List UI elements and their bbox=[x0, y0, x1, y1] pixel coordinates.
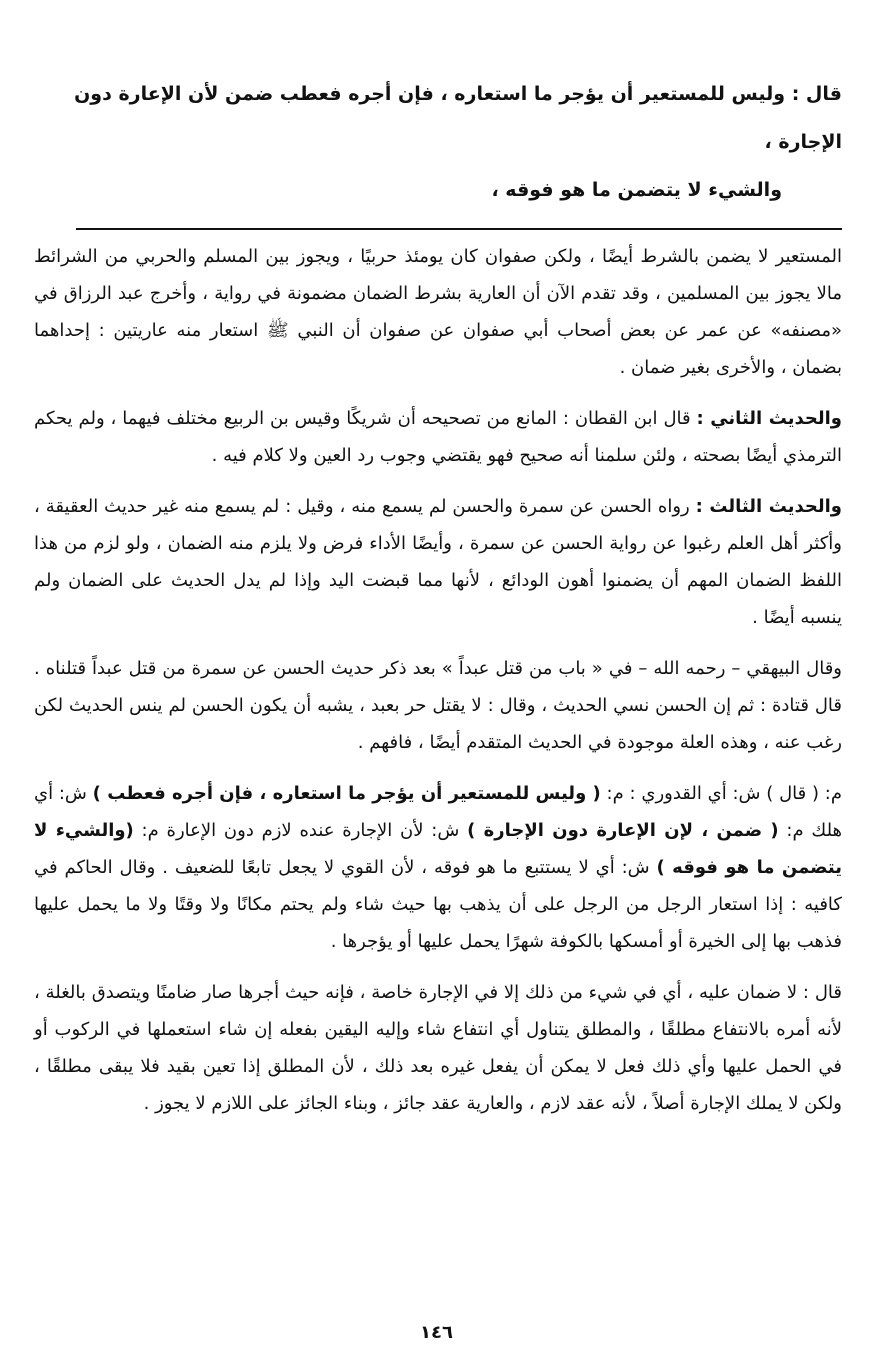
paragraph-text: ش: لأن الإجارة عنده لازم دون الإعارة م: bbox=[133, 820, 468, 841]
commentary-paragraph-5 bbox=[34, 775, 842, 960]
commentary-paragraph-6: قال : لا ضمان عليه ، أي في شيء من ذلك إلا في الإجارة خاصة ، فإنه حيث أجرها صار ضامنًا ويتصدق بالغلة ، لأنه أمره بالانتفاع مطلقًا ، والمطلق يتناول أي انتفاع شاء وإليه اليقين بفعله إن شاء استعملها في الركوب أو في الحمل عليها وأي ذلك فعل لا يمكن أن يفعل غيره بعد ذلك ، لأن المطلق إذا تعين بقيد فلا يبقى مطلقًا ، ولكن لا يملك الإجارة أصلاً ، لأنه عقد لازم ، والعارية عقد جائز ، وبناء الجائز على اللازم لا يجوز . bbox=[34, 982, 842, 1114]
separator-rule bbox=[76, 228, 842, 230]
paragraph-text: قال ابن القطان : المانع من تصحيحه أن شريكًا وقيس بن الربيع مختلف فيهما ، ولم يحكم الترمذي أيضًا بصحته ، ولئن سلمنا أنه صحيح فهو يقتضي وجوب رد العين ولا كلام فيه . bbox=[34, 408, 842, 466]
page-body bbox=[34, 70, 842, 1122]
paragraph-text: رواه الحسن عن سمرة والحسن لم يسمع منه ، وقيل : لم يسمع منه غير حديث العقيقة ، وأكثر أهل العلم رغبوا عن رواية الحسن عن سمرة ، وأيضًا الأداء فرض ولا يلزم منه الضمان ، ولو لزم من هذا اللفظ الضمان المهم أن يضمنوا أهون الودائع ، لأنها مما قبضت اليد وإذا لم يدل الحديث على الضمان ولم ينسبه أيضًا . bbox=[34, 496, 842, 628]
quoted-matn: (والشيء لا يتضمن ما هو فوقه ) bbox=[34, 820, 843, 878]
paragraph-lead: والحديث الثاني : bbox=[696, 408, 842, 429]
commentary-block bbox=[34, 238, 842, 1122]
commentary-paragraph-1: المستعير لا يضمن بالشرط أيضًا ، ولكن صفوان كان يومئذ حربيًا ، ويجوز بين المسلم والحربي من الشرائط مالا يجوز بين المسلمين ، وقد تقدم الآن أن العارية بشرط الضمان مضمونة في رواية ، وأخرج عبد الرزاق في «مصنفه» عن عمر عن بعض أصحاب أبي صفوان عن صفوان أن النبي ﷺ استعار منه عاريتين : إحداهما بضمان ، والأخرى بغير ضمان . bbox=[34, 246, 842, 378]
paragraph-text: ش: أي لا يستتبع ما هو فوقه ، لأن القوي لا يجعل تابعًا للضعيف . وقال الحاكم في كافيه : إذا استعار الرجل من الرجل على أن يذهب بها حيث شاء ولم يحتم مكانًا ولا وقتًا ولا ما يحمل عليها فذهب بها إلى الخيرة أو أمسكها بالكوفة شهرًا يحمل عليها أو يؤجرها . bbox=[34, 857, 842, 952]
quoted-matn: ( وليس للمستعير أن يؤجر ما استعاره ، فإن أجره فعطب ) bbox=[92, 783, 601, 804]
quoted-matn: ( ضمن ، لإن الإعارة دون الإجارة ) bbox=[467, 820, 779, 841]
paragraph-lead: والحديث الثالث : bbox=[695, 496, 842, 517]
matn-block bbox=[34, 70, 842, 214]
paragraph-text: م: ( قال ) ش: أي القدوري : م: bbox=[600, 783, 842, 804]
commentary-paragraph-3 bbox=[34, 488, 842, 636]
commentary-paragraph-2 bbox=[34, 400, 842, 474]
matn-line-1: قال : وليس للمستعير أن يؤجر ما استعاره ، فإن أجره فعطب ضمن لأن الإعارة دون الإجارة ، bbox=[74, 83, 842, 153]
matn-line-2: والشيء لا يتضمن ما هو فوقه ، bbox=[491, 179, 782, 201]
paragraph-text: ش: أي هلك م: bbox=[34, 783, 843, 841]
page-number: ١٤٦ bbox=[420, 1322, 453, 1343]
commentary-paragraph-4: وقال البيهقي – رحمه الله – في « باب من قتل عبداً » بعد ذكر حديث الحسن عن سمرة من قتل عبداً قتلناه . قال قتادة : ثم إن الحسن نسي الحديث ، وقال : لا يقتل حر بعبد ، يشبه أن يكون الحسن لم ينس الحديث لكن رغب عنه ، وهذه العلة موجودة في الحديث المتقدم أيضًا ، فافهم . bbox=[34, 658, 842, 753]
